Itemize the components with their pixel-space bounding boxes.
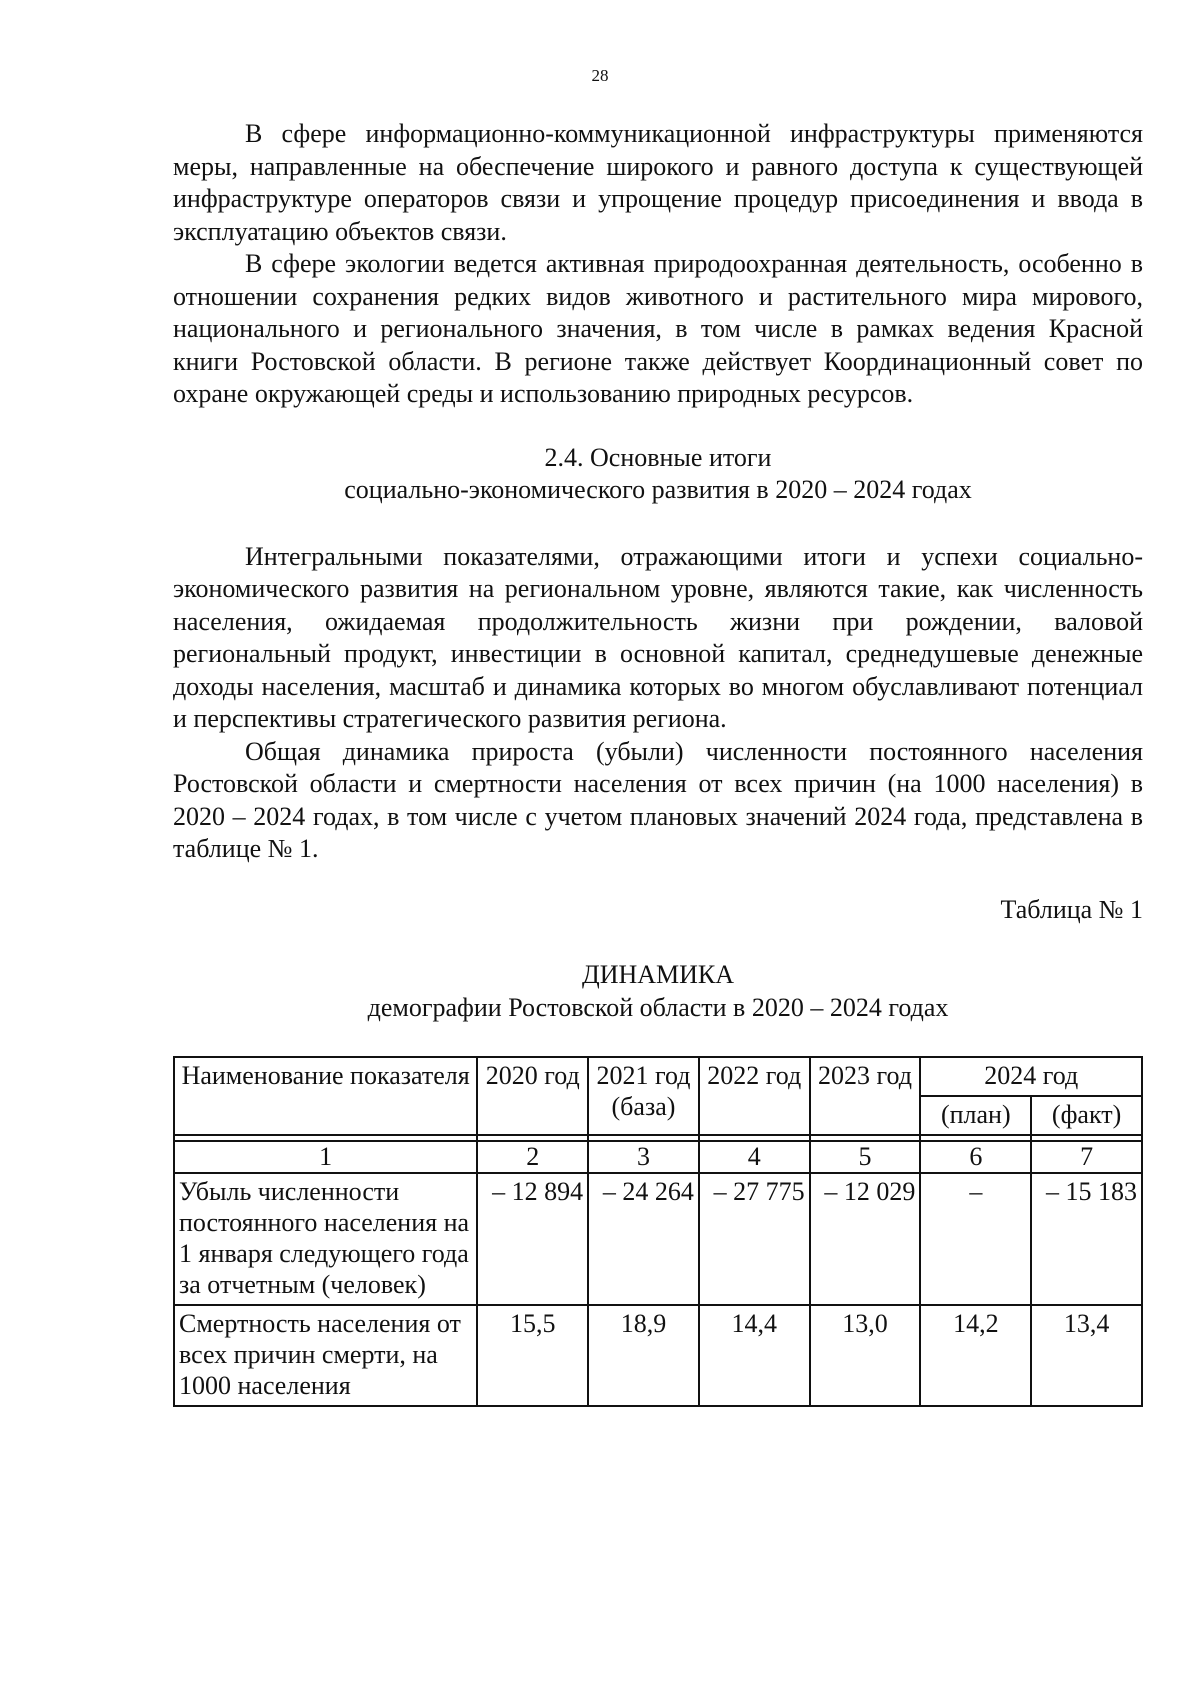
cell-value: 15,5 (477, 1305, 588, 1406)
header-2023: 2023 год (810, 1057, 921, 1135)
header-2024: 2024 год (920, 1057, 1142, 1096)
cell-value: 14,2 (920, 1305, 1031, 1406)
table-subtitle: демографии Ростовской области в 2020 – 2024 годах (367, 992, 949, 1022)
row-label: Смертность населения от всех причин смерти, на 1000 населения (174, 1305, 477, 1406)
column-number: 3 (588, 1141, 699, 1173)
column-number: 1 (174, 1141, 477, 1173)
header-2022: 2022 год (699, 1057, 810, 1135)
page-number: 28 (591, 66, 609, 85)
cell-value: – 27 775 (699, 1173, 810, 1305)
table-header-row (174, 1057, 1142, 1096)
cell-value: 14,4 (699, 1305, 810, 1406)
paragraph-ecology: В сфере экологии ведется активная природоохранная деятельность, особенно в отношении сохранения редких видов животного и растительного мира мирового, национального и регионального значения, в том числе в рамках ведения Красной книги Ростовской области. В регионе также действует Координационный совет по охране окружающей среды и использованию природных ресурсов. (173, 249, 1143, 408)
table-title: ДИНАМИКА (581, 960, 735, 989)
cell-value: – 12 894 (477, 1173, 588, 1305)
row-label: Убыль численности постоянного населения на 1 января следующего года за отчетным (человек) (174, 1173, 477, 1305)
cell-value: – 12 029 (810, 1173, 921, 1305)
cell-value: – (920, 1173, 1031, 1305)
cell-value: 18,9 (588, 1305, 699, 1406)
column-number: 4 (699, 1141, 810, 1173)
demography-table (173, 1056, 1143, 1407)
header-2024-plan: (план) (920, 1096, 1031, 1135)
column-number-row (174, 1141, 1142, 1173)
header-indicator: Наименование показателя (174, 1057, 477, 1135)
page-content (173, 118, 1143, 1407)
header-2021: 2021 год (база) (588, 1057, 699, 1135)
cell-value: 13,0 (810, 1305, 921, 1406)
column-number: 7 (1031, 1141, 1142, 1173)
header-2020: 2020 год (477, 1057, 588, 1135)
cell-value: – 15 183 (1031, 1173, 1142, 1305)
column-number: 6 (920, 1141, 1031, 1173)
paragraph-integral-indicators: Интегральными показателями, отражающими итоги и успехи социально-экономического развития на региональном уровне, являются такие, как численность населения, ожидаемая продолжительность жизни при рождении, валовой региональный продукт, инвестиции в основной капитал, среднедушевые денежные доходы населения, масштаб и динамика которых во многом обуславливают потенциал и перспективы стратегического развития региона. (173, 541, 1143, 733)
table-row-mortality (174, 1305, 1142, 1406)
header-2024-fact: (факт) (1031, 1096, 1142, 1135)
table-label: Таблица № 1 (1000, 894, 1143, 924)
paragraph-ict-infrastructure: В сфере информационно-коммуникационной инфраструктуры применяются меры, направленные на обеспечение широкого и равного доступа к существующей инфраструктуре операторов связи и упрощение процедур присоединения и ввода в эксплуатацию объектов связи. (173, 119, 1143, 246)
table-row-population-decline (174, 1173, 1142, 1305)
column-number: 2 (477, 1141, 588, 1173)
section-title-line-2: социально-экономического развития в 2020 – 2024 годах (344, 475, 972, 504)
section-title-line-1: 2.4. Основные итоги (544, 442, 772, 472)
cell-value: 13,4 (1031, 1305, 1142, 1406)
cell-value: – 24 264 (588, 1173, 699, 1305)
paragraph-population-dynamics: Общая динамика прироста (убыли) численности постоянного населения Ростовской области и смертности населения от всех причин (на 1000 населения) в 2020 – 2024 годах, в том числе с учетом плановых значений 2024 года, представлена в таблице № 1. (173, 736, 1143, 863)
column-number: 5 (810, 1141, 921, 1173)
section-heading (173, 442, 1143, 507)
